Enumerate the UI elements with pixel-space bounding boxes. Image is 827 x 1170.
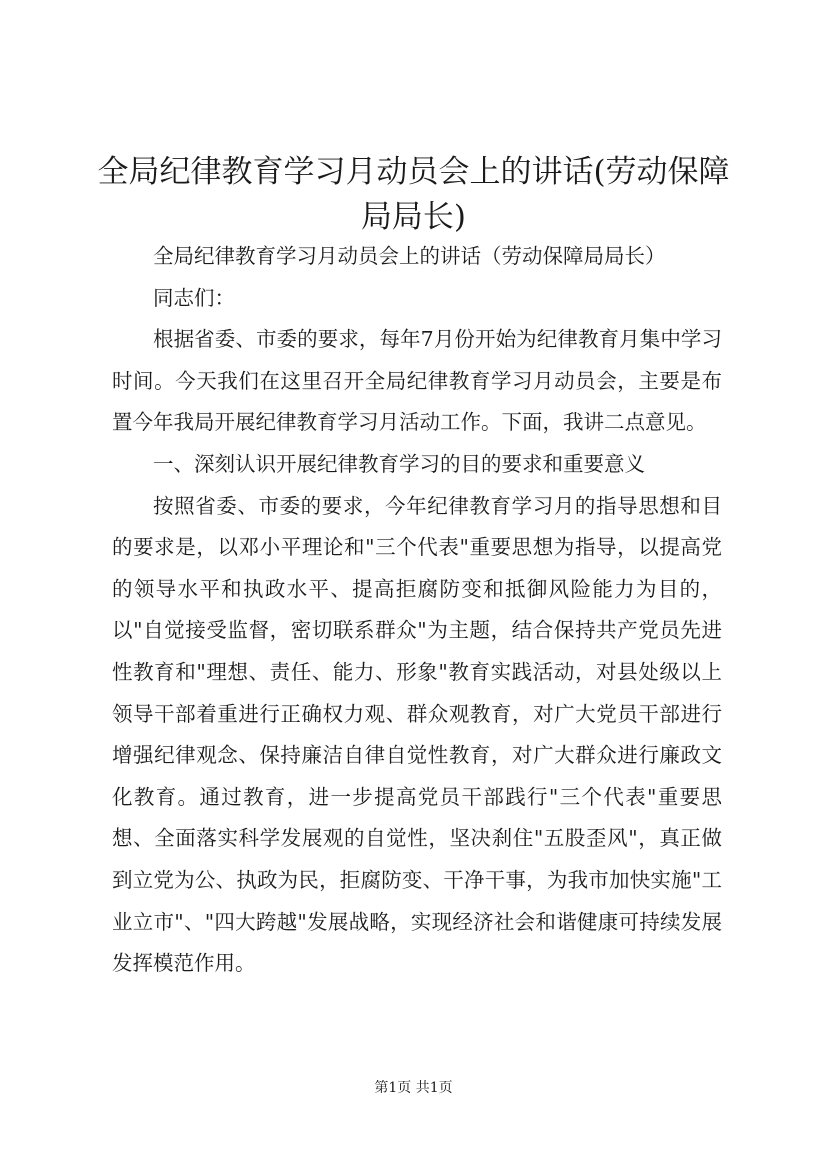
section-heading: 一、深刻认识开展纪律教育学习的目的要求和重要意义 [153, 451, 645, 476]
body-paragraph: 按照省委、市委的要求，今年纪律教育学习月的指导思想和目的要求是，以邓小平理论和"三个代表"重要思想为指导，以提高党的领导水平和执政水平、提高拒腐防变和抵御风险能力为目的，以"自觉接受监督，密切联系群众"为主题，结合保持共产党员先进性教育和"理想、责任、能力、形象"教育实践活动，对县处级以上领导干部着重进行正确权力观、群众观教育，对广大党员干部进行增强纪律观念、保持廉洁自律自觉性教育，对广大群众进行廉政文化教育。通过教育，进一步提高党员干部践行"三个代表"重要思想、全面落实科学发展观的自觉性，坚决刹住"五股歪风"，真正做到立党为公、执政为民，拒腐防变、干净干事，为我市加快实施"工业立市"、"四大跨越"发展战略，实现经济社会和谐健康可持续发展发挥模范作用。 [112, 493, 722, 976]
subtitle-paragraph: 全局纪律教育学习月动员会上的讲话（劳动保障局局长） [153, 244, 666, 268]
document-body [112, 236, 722, 985]
document-title: 全局纪律教育学习月动员会上的讲话(劳动保障局局长) [97, 154, 730, 235]
page-footer: 第1页 共1页 [374, 1080, 453, 1096]
intro-paragraph: 根据省委、市委的要求，每年7月份开始为纪律教育月集中学习时间。今天我们在这里召开全局纪律教育学习月动员会，主要是布置今年我局开展纪律教育学习月活动工作。下面，我讲二点意见。 [112, 327, 722, 435]
salutation-paragraph: 同志们： [153, 285, 235, 310]
